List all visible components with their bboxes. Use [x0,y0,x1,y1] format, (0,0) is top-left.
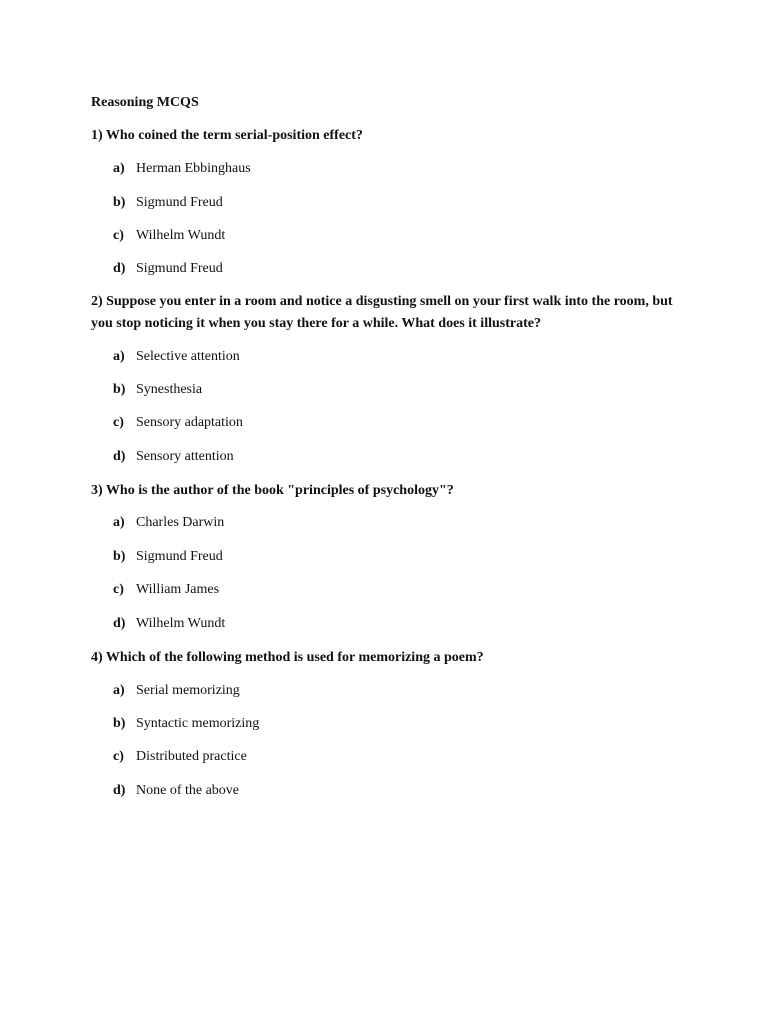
option-text: Charles Darwin [136,515,225,530]
option-letter: b) [113,549,126,564]
q2-option-a [113,348,240,366]
option-text: Sigmund Freud [136,195,223,210]
question-1: 1) Who coined the term serial-position effect? [91,128,363,143]
q2-option-b [113,381,202,399]
option-letter: c) [113,415,124,430]
option-text: Synesthesia [136,382,203,397]
q3-option-c [113,581,219,599]
option-letter: d) [113,616,126,631]
option-text: Wilhelm Wundt [136,228,226,243]
option-letter: d) [113,449,126,464]
q3-option-b [113,548,223,566]
question-4: 4) Which of the following method is used for memorizing a poem? [91,650,484,665]
option-letter: c) [113,228,124,243]
q4-option-d [113,782,239,800]
option-text: Selective attention [136,349,240,364]
option-text: Sensory attention [136,449,234,464]
q1-option-b [113,194,223,212]
option-letter: a) [113,161,125,176]
q4-option-a [113,682,240,700]
option-text: Syntactic memorizing [136,716,260,731]
question-3: 3) Who is the author of the book "principles of psychology"? [91,483,454,498]
option-letter: c) [113,582,124,597]
q4-option-b [113,715,259,733]
option-letter: b) [113,195,126,210]
question-2: 2) Suppose you enter in a room and notice a disgusting smell on your first walk into the room, but you stop noticing it when you stay there for a while. What does it illustrate? [91,294,673,331]
q3-option-a [113,514,224,532]
option-text: Distributed practice [136,749,247,764]
option-text: Herman Ebbinghaus [136,161,251,176]
q3-option-d [113,615,225,633]
option-text: Sensory adaptation [136,415,243,430]
option-letter: a) [113,683,125,698]
option-letter: d) [113,261,126,276]
option-text: Wilhelm Wundt [136,616,226,631]
q1-option-d [113,260,223,278]
q4-option-c [113,748,247,766]
option-letter: b) [113,382,126,397]
option-letter: c) [113,749,124,764]
q1-option-a [113,160,251,178]
option-text: None of the above [136,783,240,798]
option-letter: a) [113,349,125,364]
option-letter: a) [113,515,125,530]
option-letter: d) [113,783,126,798]
q1-option-c [113,227,225,245]
option-text: Sigmund Freud [136,549,223,564]
option-text: Sigmund Freud [136,261,223,276]
document-title: Reasoning MCQS [91,95,199,110]
option-text: William James [136,582,220,597]
q2-option-c [113,414,243,432]
option-text: Serial memorizing [136,683,240,698]
option-letter: b) [113,716,126,731]
q2-option-d [113,448,234,466]
